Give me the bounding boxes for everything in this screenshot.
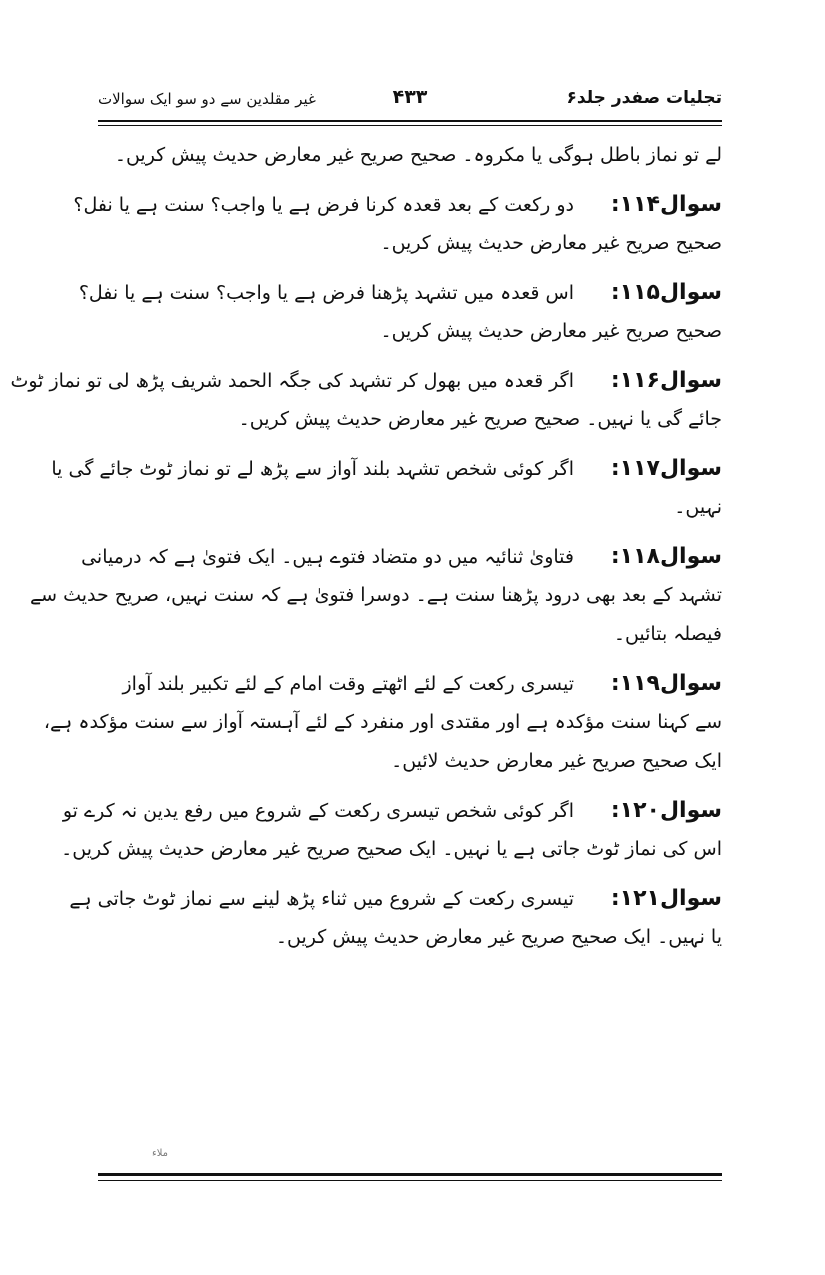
footer-rule-thick — [98, 1173, 722, 1176]
book-title: تجلیات صفدر جلد۶ — [566, 88, 722, 108]
page-header — [98, 82, 722, 116]
question-label: سوال۱۱۸: — [610, 544, 722, 569]
page-number: ۴۳۳ — [392, 86, 428, 108]
question-text-line: اس کی نماز ٹوٹ جاتی ہے یا نہیں۔ ایک صحیح صریح غیر معارض حدیث پیش کریں۔ — [61, 838, 722, 860]
question-text-line: صحیح صریح غیر معارض حدیث پیش کریں۔ — [380, 232, 722, 254]
question-text: تیسری رکعت کے شروع میں ثناء پڑھ لینے سے نماز ٹوٹ جاتی ہے — [69, 888, 574, 910]
question-120-first-line — [62, 791, 722, 830]
question-text-line: صحیح صریح غیر معارض حدیث پیش کریں۔ — [380, 320, 722, 342]
question-text: فتاویٰ ثنائیہ میں دو متضاد فتوے ہیں۔ ایک فتویٰ ہے کہ درمیانی — [81, 546, 574, 568]
question-label: سوال۱۱۴: — [610, 192, 722, 217]
question-label: سوال۱۱۷: — [610, 456, 722, 481]
question-118-first-line — [81, 537, 722, 576]
footer-rule-thin — [98, 1180, 722, 1181]
section-title: غیر مقلدین سے دو سو ایک سوالات — [98, 90, 316, 108]
question-text-line: تشہد کے بعد بھی درود پڑھنا سنت ہے۔ دوسرا فتویٰ ہے کہ سنت نہیں، صریح حدیث سے — [30, 584, 722, 606]
question-117-first-line — [51, 449, 722, 488]
question-text: دو رکعت کے بعد قعدہ کرنا فرض ہے یا واجب؟ سنت ہے یا نفل؟ — [73, 194, 574, 216]
question-116-first-line — [10, 361, 722, 400]
question-text: اگر قعدہ میں بھول کر تشہد کی جگہ الحمد شریف پڑھ لی تو نماز ٹوٹ — [10, 370, 574, 392]
question-121-first-line — [69, 879, 722, 918]
question-label: سوال۱۱۵: — [610, 280, 722, 305]
question-text-line: نہیں۔ — [674, 496, 722, 518]
header-rule-thin — [98, 125, 722, 126]
question-text: اگر کوئی شخص تشہد بلند آواز سے پڑھ لے تو نماز ٹوٹ جائے گی یا — [51, 458, 574, 480]
question-115-first-line — [78, 273, 722, 312]
question-label: سوال۱۲۰: — [610, 798, 722, 823]
question-label: سوال۱۱۹: — [610, 671, 722, 696]
question-text-line: فیصلہ بتائیں۔ — [613, 623, 722, 645]
question-label: سوال۱۱۶: — [610, 368, 722, 393]
footer-mark: ملاء — [152, 1148, 169, 1159]
header-rule-thick — [98, 120, 722, 122]
question-119-first-line — [98, 664, 722, 703]
question-text: اس قعدہ میں تشہد پڑھنا فرض ہے یا واجب؟ سنت ہے یا نفل؟ — [78, 282, 574, 304]
intro-line: لے تو نماز باطل ہوگی یا مکروہ۔ صحیح صریح غیر معارض حدیث پیش کریں۔ — [114, 144, 722, 166]
question-text-line: یا نہیں۔ ایک صحیح صریح غیر معارض حدیث پیش کریں۔ — [275, 926, 722, 948]
question-text-line: ایک صحیح صریح غیر معارض حدیث لائیں۔ — [391, 750, 722, 772]
question-114-first-line — [73, 185, 722, 224]
question-text: اگر کوئی شخص تیسری رکعت کے شروع میں رفع یدین نہ کرے تو — [62, 800, 574, 822]
question-text: تیسری رکعت کے لئے اٹھتے وقت امام کے لئے تکبیر بلند آواز — [122, 673, 574, 695]
question-label: سوال۱۲۱: — [610, 886, 722, 911]
question-text-line: سے کہنا سنت مؤکدہ ہے اور مقتدی اور منفرد کے لئے آہستہ آواز سے سنت مؤکدہ ہے، — [43, 711, 722, 733]
page-body — [10, 136, 722, 957]
question-text-line: جائے گی یا نہیں۔ صحیح صریح غیر معارض حدیث پیش کریں۔ — [238, 408, 722, 430]
